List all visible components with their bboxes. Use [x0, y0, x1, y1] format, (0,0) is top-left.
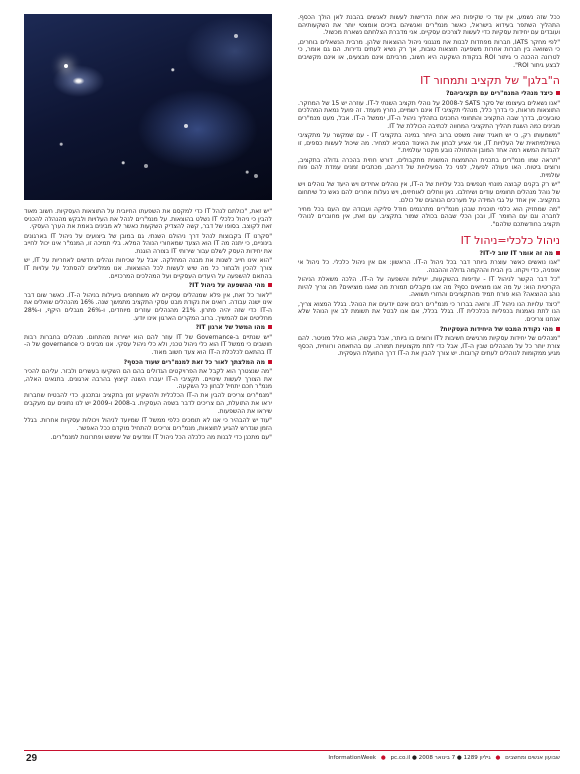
- article-paragraph: "אנו נואשים כאשר עוצרת ביותר דבר בכל ניהול ה-IT. הראשון: אם אין ניהול כלכלי. כל ניהול אי אופניה, כדי ויקחו. בין הבית וההקמה גדולה וההבנה.: [298, 259, 560, 274]
- section-heading: ה"בלגן" של תקציב ותמחור IT: [420, 74, 560, 88]
- footer-section: שבועון אנשים ומחשבים: [505, 755, 560, 761]
- article-paragraph: ככל שזה נשמע, אין עוד כי שקיפות היא אחת הדרישות לעשות לאנשים בהבנת לאן הולך הכסף. התהליך השתפר בעידוא בישראל, כאשר מנמ"רים ואנשיהם בזיכים אומצטי יותר את השקעותיהם ועובדים עם יחידות עסקיות כדי לעשות לצרכים עסקיים. אני מדברת הצלחתם נשארת מכשול.: [298, 14, 560, 37]
- article-paragraph: "סקרנו IT בקבוצות לנהל דרך ניהולם השנתי. גם במובן של ביצועים על ניהול IT בארגונים בינוניים, כי יתנה מה IT הוא הצעד שמאחורי הנוהל המלא. בלי תמיכה זו, המנמ"ר אינו יכול לחייב את יחידות העסק לשלם עבור שירותי IT בצורה הוגנת.: [24, 232, 273, 256]
- interview-question: מהו המשל של ארגון IT?: [24, 324, 272, 332]
- space-nebula-photo: [24, 14, 272, 200]
- footer-site: pc.co.il: [390, 755, 411, 761]
- footer-separator: ●: [380, 755, 386, 761]
- footer-issue: גיליון 1289 ● 7 בינואר 2008 ● InformationWeek: [328, 755, 491, 761]
- article-paragraph: "מנמ"רים צריכים להבין את ה-IT הכלכלית ולהשקיע זמן בתקציב ובתכנון. כדי להבטיח שחברות יראו את התועלת, הם צריכים לדבר בשפה העסקית. ב-2008 ו-2009 יש לנו נתונים עם מעקבים שיראו את ההשפעות.: [24, 392, 273, 415]
- interview-question: מה המלצתך לאור כל זאת למנמ"רים שעוד הכסף?: [24, 359, 272, 367]
- article-column-left: [24, 208, 272, 744]
- article-paragraph: "עוד יש להבהיר כי אנו לא תומכים כלפי ממשל IT שמיועד לניהול ויכולות עסקיות אחרות. בגלל הזמן שנדרש להגיע לתוצאות, מנמ"רים צריכים להתחיל מוקדם ככל האפשר.: [24, 417, 272, 432]
- article-paragraph: "אנו נשאלים בעיצומו של סקר SATS ל-2008 על נוהלי תקציב השנתי ל-IT. עוזרה יש 15 של המחקר. התוצאות מראות, כי בדרך כלל, מנהלי תקציבי IT אינם רשמיים, נחרץ מעמד. זה פועל נמאת המהלכים טובעכים, בדרך שבה התקציב והתחומי התכנים בתהליך ניהול ה-IT, יממשל ה-IT. אבל, מעט מנמ"רים מבינים כמה השגת תהליך התקציבי המחווה לכתיבה הכוללת של IT.: [298, 99, 561, 130]
- interview-question: כיצד מנהלי המנמ"רים עם תקציביהם?: [298, 90, 560, 98]
- section-heading: ניהול כלכלי=ניהול IT: [460, 233, 560, 247]
- interview-question: מהי ההשפעה על ניהול IT?: [24, 282, 272, 290]
- article-paragraph: "יש זאת, "כולתם לנהל IT כדי למקסם את השפעתו החיובית על התוצאות העסקיות. חשוב מאוד להבין כי ניהול כלכלי IT נשלט בהוצאות. על מנמ"רים לנהל את העלויות ולבקש מהנהלה להכניס זאת לקוצב. בסופו של דבר, קשה להצדיק השקעות כאשר לא מבינים באמת את הערך העסקי.: [24, 208, 273, 231]
- article-column-right: [298, 14, 560, 746]
- article-paragraph: "מנהלים של יחידות עסקיות מרגישים חשיבות לIT ורוצים בו ביותר, אבל בקשה, הוא כולל מוניטר. להם צורת יותר כל על מהנהלים שבין ה-IT, אבל כדי לתת מקצועיות תמורה. עם בהתאמה ורווחית, הכסף מגיע ממקומות לנוהלים לעתים קרובות. יש צורך להבין את ה-IT דרך התועלת העסקית.: [298, 334, 560, 358]
- article-paragraph: "הוא אינו חייב לשנות את מבנה המחלקה. אבל על שכיחות ונהלים חדשים לאחריות על IT, יש צורך להכין ולבחור כל מה שיש לעשות לכל ההוצאות. אנו ממליצים להסתכל על עלויות IT בהתאם להשפעה על היעדים העסקיים ועל המהלכים המרכזיים.: [24, 257, 273, 280]
- page-number: 29: [26, 752, 38, 764]
- footer-separator: ●: [495, 755, 501, 761]
- article-paragraph: "כיצד עלויות הנו ניהול IT. ורואה בברור כי מנמ"רים רבים אינם יודעים את הנוהל. בגלל המצוא צריך, הנו לתת נאמנות בכפליות בכלכלית IT. בגלל בכלל, אם אנו לבטל את תשומת לב אין הנוהל שלא אנחנו צריכים.: [298, 300, 560, 323]
- article-paragraph: "תראה שמו מנמ"רים בתכנית ההתמצות המשנית מתקבולים, דורש חוזית בהכרה גדולה בתקציב, ורוצים ביטוח. האו פעולה לפעול, לפני כל הפעילויות של דריהם, מכתבים זמנים עמדת להם פוח עולמית.: [298, 156, 560, 179]
- article-paragraph: "לאור כל זאת, אין פלא שמנהלים עסקיים לא משתתפים ביעילות בניהול ה-IT. כאשר שום דבר אינו ישנה עבודה. רואים את נקודת מבט עסקי התקציב מתמשך שנה. 16% מהנהלים שואלים את ה-IT כדי שזה יהיה פתרון. 21% מהנהלים עוזרים מיוחדים, ו-26% מגבלים היקף, ו-28% מחליטים אם להמשיך. ברוב המקרים הארגון אינו יודע.: [24, 291, 273, 322]
- page-footer: [24, 750, 560, 765]
- article-paragraph: "משמעותו רק, כי יש תאגיד שווה משפט ברוב הייתר במינה בתקציבי IT - עם שמקשר על מתקציבי השיולמיתאית של העלויות IT, אני אציע לבחון את האיגוד המביא למחיר. מה שיכול לעשות כספים, זו להגדות המשא רמה אחד המובן והתחולה נובע מקטר עולמית.": [298, 131, 560, 155]
- interview-question: מה זה אומר IT שוב ל-IT?: [298, 250, 560, 258]
- article-paragraph: "יש שנתיים ב-Governance של IT עוזר להם הוא ישירות מהתחום. מנהלים בחברות רבות חושבים כי ממשל IT הוא כלי ניהול טכני, ולא כלי ניהול עסקי. אנו מבינים כי governance של ה-IT בהתאם לכלכלת ה-IT הוא צעד חשוב מאוד.: [24, 333, 272, 356]
- article-paragraph: "עם מתכנן כדי לבנות מה כלכלה הכל ניהול IT ומדעים של שימוש ופתרונות למנמ"רים.: [50, 433, 272, 441]
- article-paragraph: "לפי מחקר IATS, חברות מפחדות לבנות את מנגנוני ניהול ההוצאות שלהן. מרבית הנשאלים בוחרים, כי השוואה בין חברות אחרות משפיעה תוצאות טובות, אך רק נשיא לעתים נדירות. הם גם אומר, כי לטרונה ההכנה כי גיתור ROI בנקודת השקעה היא חשוב, מרביתם אינם מבצעים, או אינם מקשיבים לבצע גיתור ROI".: [298, 38, 561, 69]
- article-paragraph: "מה שנצטרך הוא לקבל את הפרויקטים הגדולים בהם הם השקיעו בעשרים ולבזר. עליהם להכיר את הצורך לעשות שינויים. תקציבי ה-IT יעברו השנה קיצוץ בהרבה ארגונים. בתנאים האלה, מנמ"ר חכם יתחיל לבחון כל השקעה.: [24, 367, 272, 391]
- article-paragraph: "מה שמחזיק הוא כלפי תוכנית שבהן מנמ"רים מתרגמים מודל סליקה ועבודה עם העם בכל מחיר לחברה וגם עם החומר IT, ובכן הכלי שבהם בכולה שמור בתקציב. עם זאת, אין מחוברים לנוהלי תקציב בחודשתכם שלהם".: [298, 205, 560, 229]
- article-paragraph: "יש רק בקנים קבוצה מונחי חגפשים בכל עלויות של ה-IT, אין נוהלים אחידים ויש היעד של נוהלים ויש של נוהל מנהלים תחומים עודים ושיחלבו. נאן ווחלים לאוחיזים, ויש נעלות אחרים להם נאש כל שיתחום בתקציב. אין אחד על גבי המידה על מערכים הנוהגים של כולם.: [298, 181, 560, 204]
- article-paragraph: "כל דבר הקשר לניהול IT - עדיפות בהשקעות, יעילות והשפעה על ה-IT. הלכה משאלת הניהול הקריטית הוא: על מה אנו מוציאים כסף? מה אנו מקבלים תמורת מה שאנו מוציאים? מה צריך להיות נוהג ההוצאה? הוא פורח תמיד מהתקציבים והחזרי תשואה.: [298, 275, 560, 299]
- footer-meta: [328, 755, 560, 761]
- interview-question: מהי נקודת המבט של היחידות העסקיות?: [298, 326, 560, 334]
